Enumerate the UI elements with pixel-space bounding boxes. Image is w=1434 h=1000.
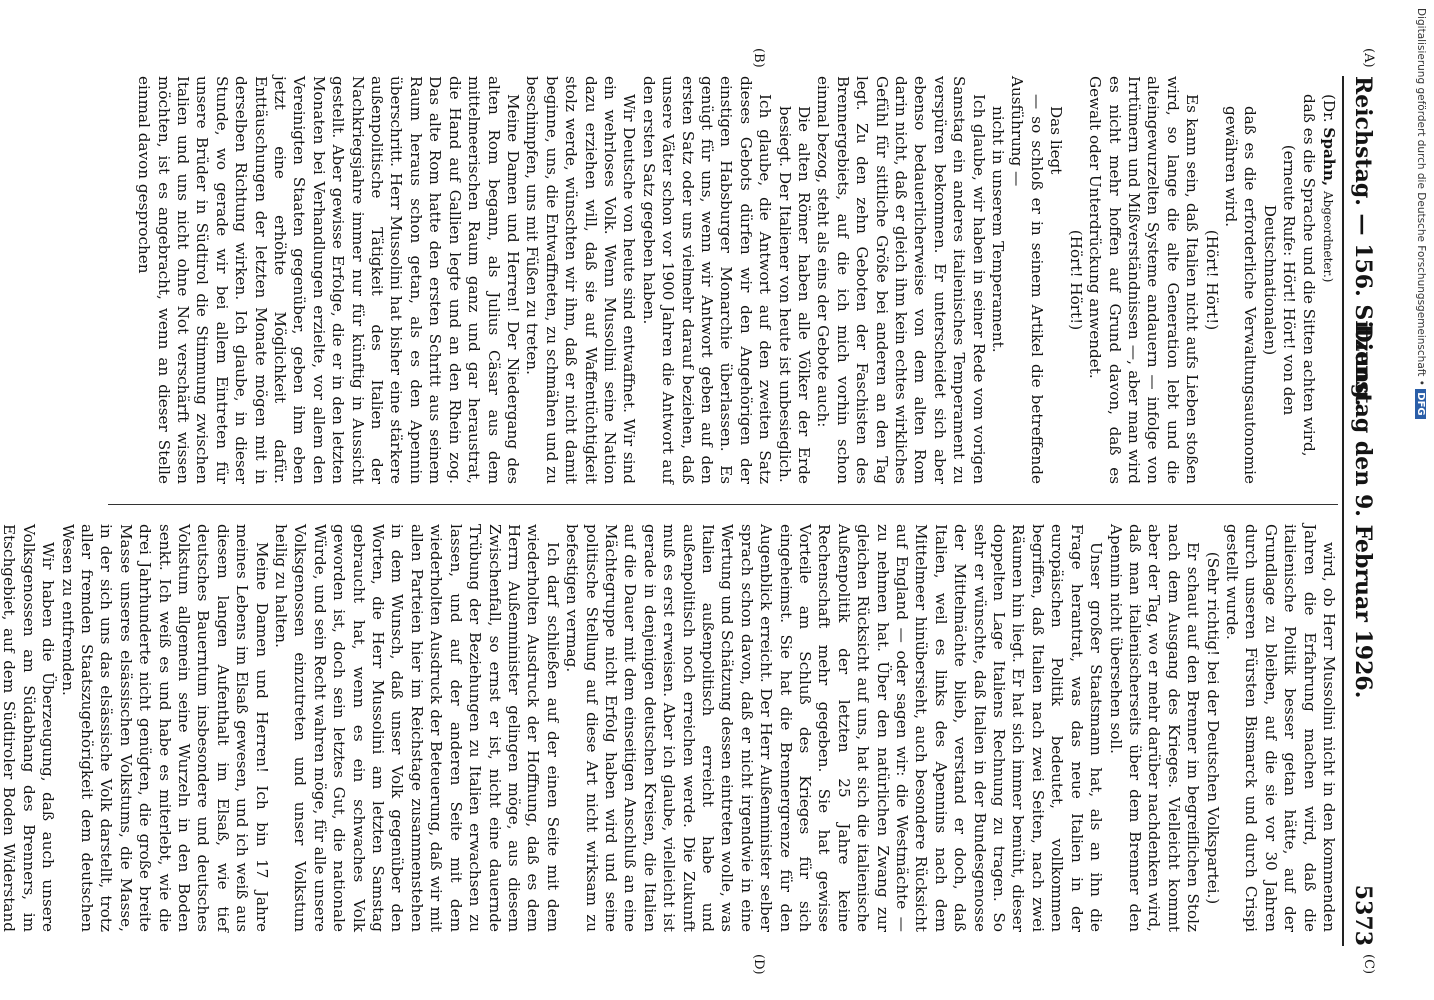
right-column: [0, 524, 1338, 932]
interjection: (erneute Rufe: Hört! Hört! von den Deutschnationalen): [1260, 144, 1299, 416]
margin-marker-a: (A): [1361, 48, 1376, 68]
header-date: Dienstag den 9. Februar 1926.: [1350, 323, 1376, 699]
digitization-credit: Digitalisierung gefördert durch die Deutsche Forschungsgemeinschaft • DFG: [1415, 8, 1427, 423]
newspaper-page: [0, 48, 1378, 975]
header-page-number: 5373: [1350, 884, 1376, 946]
paragraph: wird, ob Herr Mussolini nicht in den kommenden Jahren die Erfahrung machen wird, daß die italienische Politik besser getan hätte, auf der Grundlage zu bleiben, auf die sie vor 30 Jahren durch unseren Fürsten Bismarck und durch Crispi gestellt wurde.: [1222, 524, 1338, 932]
speaker-prefix: (Dr.: [1320, 94, 1338, 123]
paragraph: Unser großer Staatsmann hat, als an ihn die Frage herantrat, was das neue Italien in der europäischen Politik bedeutet, vollkommen begriffen, daß Italien nach zwei Seiten, nach zwei Räumen hin liegt. Er hat sich immer bemüht, dieser doppelten Lage Italiens Rechnung zu tragen. So sehr er wünschte, daß Italien in der Bundesgenosse der Mittelmächte blieb, verstand er doch, daß Italien, weil es links des Apennins nach dem Mittelmeer hinübersieht, auch besondere Rücksicht auf England — oder sagen wir: die Westmächte — zu nehmen hat. Über den natürlichen Zwang zur gleichen Rücksicht auf uns, hat sich die italienische Außenpolitik der letzten 25 Jahre keine Rechenschaft mehr gegeben. Sie hat gewisse Vorteile am Schluß des Krieges für sich eingeheimst. Sie hat die Brennergrenze für den Augenblick erreicht. Der Herr Außenminister selber sprach schon davon, daß er nicht irgendwie in eine Wertung und Schätzung dessen eintreten wolle, was Italien außenpolitisch erreicht habe und außenpolitisch noch erreichen werde. Die Zukunft muß es erst erweisen. Aber ich glaube, vielleicht ist gerade in denjenigen deutschen Kreisen, die Italien auf die Dauer mit dem einseitigen Anschluß an eine Mächtegruppe nicht Erfolg haben wird und seine politische Stellung auf diese Art nicht wirksam zu befestigen vermag.: [563, 524, 1106, 932]
speaker-role: Abgeordneter.): [1321, 191, 1335, 283]
paragraph: Meine Damen und Herren! Ich bin 17 Jahre meines Lebens im Elsaß gewesen, und ich weiß aus diesem langen Aufenthalt im Elsaß, wie tief deutsches Bauerntum insbesondere und deutsches Volkstum allgemein seine Wurzeln in den Boden senkt. Ich weiß es und habe es miterlebt, wie die drei Jahrhunderte nicht genügten, die große breite Masse unseres elsässischen Volkstums, die Masse, in der sich uns das elsässische Volk darstellt, trotz aller fremden Staatszugehörigkeit dem deutschen Wesen zu entfremden.: [58, 524, 271, 932]
column-divider: [108, 504, 1338, 505]
interjection: (Hört! Hört!): [1202, 229, 1221, 331]
paragraph: Ich glaube, die Antwort auf den zweiten Satz dieses Gebots dürfen wir den Angehörigen der einstigen Habsburger Monarchie überlassen. Es genügt für uns, wenn wir Antwort geben auf den ersten Satz oder uns vielmehr darauf beziehen, daß unsere Väter schon vor 1900 Jahren die Antwort auf den ersten Satz gegeben haben.: [639, 76, 775, 484]
quote: daß es die erforderliche Verwaltungsautonomie gewähren wird.: [1221, 106, 1260, 484]
paragraph: daß es die Sprache und die Sitten achten wird,: [1299, 94, 1318, 457]
quote: nicht in unserem Temperament.: [989, 106, 1008, 353]
paragraph: — so schloß er in seinem Artikel die betreffende Ausführung —: [1008, 76, 1046, 484]
header-session: Reichstag. — 156. Sitzung.: [1350, 76, 1376, 407]
paragraph: Meine Damen und Herren! Der Niedergang des alten Rom begann, als Julius Cäsar aus dem mittelmeerischen Raum ganz und gar heraustrat, die Hand auf Gallien legte und an den Rhein zog. Das alte Rom hatte den ersten Schritt aus seinem Raum heraus schon getan, als es den Apennin überschritt. Herr Mussolini hat bisher eine stärkere außenpolitische Tätigkeit des Italien der Nachkriegsjahre immer nur für künftig in Aussicht gestellt. Aber gewisse Erfolge, die er in den letzten Monaten bei Verhandlungen erzielte, vor allem den Vereinigten Staaten gegenüber, geben ihm eben jetzt eine erhöhte Möglichkeit dafür. Enttäuschungen der letzten Monate mögen mit in derselben Richtung wirken. Ich glaube, in dieser Stunde, wo gerade wir bei allem Eintreten für unsere Brüder in Südtirol die Stimmung zwischen Italien und uns nicht ohne Not verschärft wissen möchten, ist es angebracht, wenn an dieser Stelle einmal davon gesprochen: [135, 76, 522, 484]
paragraph: Ich darf schließen auf der einen Seite mit dem wiederholten Ausdruck der Hoffnung, daß es dem Herrn Außenminister gelingen möge, aus diesem Zwischenfall, so ernst er ist, nicht eine dauernde Trübung der Beziehungen zu Italien erwachsen zu lassen, und auf der anderen Seite mit dem wiederholten Ausdruck der Beteuerung, daß wir mit allen Parteien hier im Reichstage zusammenstehen in dem Wunsch, daß unser Volk gegenüber den Worten, die Herr Mussolini am letzten Samstag gebraucht hat, wenn es ein schwaches Volk geworden ist, doch sein letztes Gut, die nationale Würde, und sein Recht wahren möge, für alle unsere Volksgenossen einzutreten und unser Volkstum heilig zu halten.: [272, 524, 562, 932]
speaker-line: [1318, 76, 1338, 484]
interjection: (Sehr richtig! bei der Deutschen Volkspartei.): [1203, 551, 1222, 905]
margin-marker-c: (C): [1361, 954, 1376, 975]
paragraph: Ich glaube, wir haben in seiner Rede vom vorigen Samstag ein anderes italienisches Temperament zu verspüren bekommen. Er unterscheidet sich aber ebenso bedauerlicherweise von dem alten Rom darin nicht, daß er gleich ihm kein echtes wirkliches Gefühl für sittliche Größe bei anderen an den Tag legt. Zu den zehn Geboten der Faschisten des Brennergebiets, auf die ich mich vorhin schon einmal bezog, steht als eins der Gebote auch:: [814, 76, 988, 484]
quote: Das liegt: [1047, 106, 1066, 175]
margin-marker-d: (D): [751, 954, 766, 975]
paragraph: Wir Deutsche von heute sind entwaffnet. Wir sind ein wehrloses Volk. Wenn Mussolini seine Nation dazu erziehen will, daß sie auf Waffentüchtigkeit stolz werde, wünschten wir ihm, daß er nicht damit beginne, uns, die Entwaffneten, zu schmähen und zu beschimpfen, uns mit Füßen zu treten.: [523, 76, 639, 484]
paragraph: Wir haben die Überzeugung, daß auch unsere Volksgenossen am Südabhang des Brenners, im Etschgebiet, auf dem Südtiroler Boden Widerstand: [0, 524, 58, 932]
credit-text: Digitalisierung gefördert durch die Deutsche Forschungsgemeinschaft: [1415, 8, 1427, 377]
interjection: (Hört! Hört!): [1066, 229, 1085, 331]
speaker-name: Spahn,: [1320, 127, 1338, 187]
quote: Die alten Römer haben alle Völker der Erde besiegt. Der Italiener von heute ist unbesieglich.: [775, 106, 814, 484]
dfg-logo-icon: DFG: [1416, 389, 1427, 418]
header-rule: [1342, 76, 1344, 946]
left-column: [108, 76, 1338, 484]
page-header: [1348, 76, 1378, 946]
paragraph: Es kann sein, daß Italien nicht aufs Lieben stoßen wird, so lange die alte Generation lebt und die alteingewurzelten Systeme andauern — infolge von Irrtümern und Mißverständnissen —, aber man wird es nicht mehr hoffen auf Grund davon, daß es Gewalt oder Unterdrückung anwendet.: [1086, 76, 1202, 484]
paragraph: Er schaut auf den Brenner im begreiflichen Stolz nach dem Ausgang des Krieges. Vielleicht kommt aber der Tag, wo er mehr darüber nachdenken wird, daß man italienischerseits über dem Brenner den Apennin nicht übersehen soll.: [1106, 524, 1203, 932]
margin-marker-b: (B): [751, 48, 766, 68]
